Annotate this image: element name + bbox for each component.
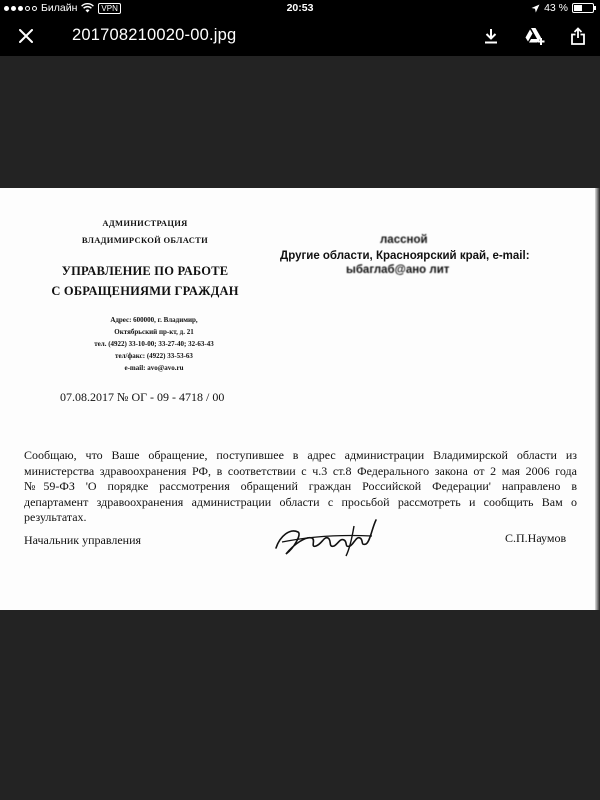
close-button[interactable] [12, 22, 40, 50]
body-line: департамент здравоохранения администрации области с просьбой рассмотреть и сообщить Вам о [24, 494, 577, 509]
download-icon [484, 28, 498, 44]
contact-line: Адрес: 600000, г. Владимир, [110, 316, 198, 324]
scanned-document[interactable] [0, 188, 600, 610]
status-bar [0, 0, 600, 16]
carrier-label: Билайн [41, 2, 78, 14]
share-button[interactable] [564, 22, 592, 50]
contact-line: тел/факс: (4922) 33-53-63 [115, 352, 193, 360]
agency-name-line2: ВЛАДИМИРСКОЙ ОБЛАСТИ [81, 235, 209, 245]
handwritten-signature [272, 514, 380, 560]
battery-icon [572, 3, 594, 13]
contact-line: тел. (4922) 33-10-00; 33-27-40; 32-63-43 [94, 340, 214, 348]
department-line2: С ОБРАЩЕНИЯМИ ГРАЖДАН [51, 284, 239, 298]
close-icon [19, 29, 33, 43]
body-line: №59-ФЗ 'О порядке рассмотрения обращений граждан Российской Федерации' направлено в [24, 479, 577, 493]
recipient-email-redacted: ыбаглаб@ано лит [346, 264, 450, 276]
agency-name-line1: АДМИНИСТРАЦИЯ [102, 218, 188, 228]
status-time: 20:53 [286, 2, 314, 14]
file-name: 201708210020-00.jpg [72, 26, 237, 44]
drive-add-icon [525, 27, 545, 45]
location-arrow-icon [531, 4, 540, 13]
battery-percent: 43 % [544, 2, 568, 14]
battery-fill [574, 5, 582, 11]
body-line: результатах. [24, 510, 87, 524]
contact-line: e-mail: avo@avo.ru [124, 364, 184, 372]
vpn-badge: VPN [98, 3, 120, 14]
download-button[interactable] [477, 22, 505, 50]
recipient-line3 [346, 264, 600, 276]
signatory-title: Начальник управления [24, 533, 142, 547]
viewer-toolbar [0, 16, 600, 56]
recipient-line2: Другие области, Красноярский край, e-mail: [280, 250, 530, 262]
body-line: министерства здравоохранения РФ, в соответствии с ч.3 ст.8 Федерального закона от 2 мая 2006 года [24, 463, 577, 478]
status-right [531, 2, 594, 14]
outgoing-reference: 07.08.2017 № ОГ - 09 - 4718 / 00 [60, 390, 225, 404]
share-icon [571, 27, 585, 45]
department-line1: УПРАВЛЕНИЕ ПО РАБОТЕ [61, 264, 229, 278]
add-to-drive-button[interactable] [521, 22, 549, 50]
recipient-line1 [380, 234, 600, 246]
contact-line: Октябрьский пр-кт, д. 21 [114, 328, 194, 336]
body-line: Сообщаю, что Ваше обращение, поступившее в адрес администрации Владимирской области из [24, 448, 577, 462]
signatory-name: С.П.Наумов [505, 531, 567, 545]
recipient-name-redacted: лассной [380, 234, 428, 246]
